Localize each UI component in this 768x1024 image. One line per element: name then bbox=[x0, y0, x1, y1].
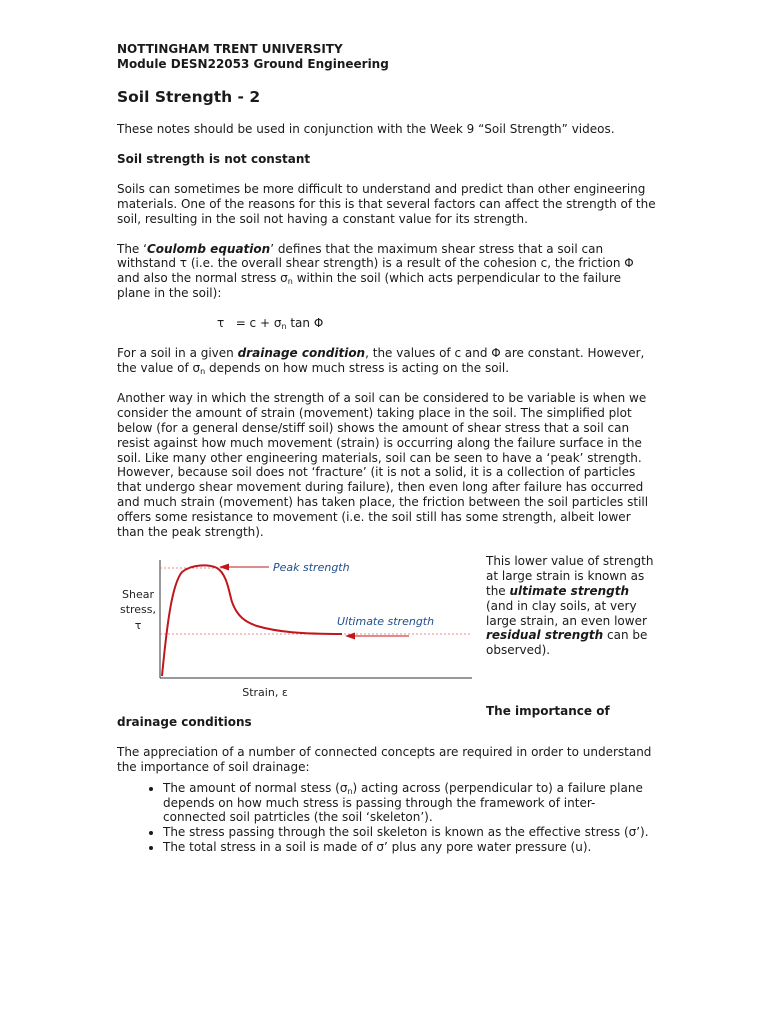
coulomb-equation: τ = $c + \sigma_n$ tan Φ bbox=[217, 316, 324, 332]
y-axis-label-1: Shear bbox=[122, 587, 154, 601]
ultimate-strength-note: This lower value of strength at large strain is known as the ultimate strength (and in clay soils, at very large strain, an even lower residual strength can be observed). bbox=[486, 553, 654, 658]
paragraph-strain: Another way in which the strength of a soil can be considered to be variable is when we consider the amount of strain (movement) taking place in the soil. The simplified plot below (for a general dense/stiff soil) shows the amount of shear stress that a soil can resist against how much movement (strain) is occurring along the failure surface in the soil. Like many other engineering materials, soil can be seen to have a ‘peak’ strength. However, because soil does not ‘fracture’ (it is not a solid, it is a collection of particles that undergo shear movement during failure), then even long after failure has occurred and much strain (movement) has taken place, the friction between the soil particles still offers some resistance to movement (i.e. the soil still has some strength, albeit lower than the peak strength). bbox=[117, 390, 649, 540]
y-axis-label-2: stress, bbox=[119, 602, 157, 616]
coulomb-term: Coulomb equation bbox=[146, 241, 271, 256]
section-heading-strength: Soil strength is not constant bbox=[117, 151, 311, 166]
ultimate-term: ultimate strength bbox=[509, 583, 630, 598]
peak-arrow-head bbox=[219, 563, 229, 570]
paragraph-soils: Soils can sometimes be more difficult to understand and predict than other engineering materials. One of the reasons for this is that several factors can affect the strength of the soil, resulting in the soil not having a constant value for its strength. bbox=[117, 181, 656, 226]
drainage-heading-part1: The importance of bbox=[486, 703, 610, 718]
stress-strain-curve bbox=[162, 565, 342, 676]
concept-list bbox=[117, 781, 657, 856]
ultimate-strength-label: Ultimate strength bbox=[337, 614, 435, 628]
peak-strength-label: Peak strength bbox=[273, 560, 350, 574]
module-name: Module DESN22053 Ground Engineering bbox=[117, 57, 389, 71]
list-item: • The total stress in a soil is made of σ’ plus any pore water pressure (u). bbox=[163, 840, 657, 855]
paragraph-coulomb: The ‘Coulomb equation’ defines that the maximum shear stress that a soil can withstand τ (i.e. the overall shear strength) is a result of the cohesion c, the friction Φ and also the normal stress $\sigma_n$ within the soil (which acts perpendicular to the failure plane in the soil): bbox=[117, 241, 634, 301]
figure-row bbox=[117, 553, 657, 718]
ultimate-arrow-head bbox=[345, 632, 355, 639]
x-axis-label: Strain, ε bbox=[242, 685, 288, 699]
drainage-heading-part2: drainage conditions bbox=[117, 714, 252, 729]
list-item: • The amount of normal stess $(\sigma_n)$ acting across (perpendicular to) a failure plane depends on how much stress is passing through the framework of inter-connected soil patrticles (the soil ‘skeleton’). bbox=[163, 781, 657, 826]
paragraph-concepts: The appreciation of a number of connected concepts are required in order to understand the importance of soil drainage: bbox=[117, 744, 652, 774]
list-item: • The stress passing through the soil skeleton is known as the effective stress (σ’). bbox=[163, 825, 657, 840]
paragraph-drainage: For a soil in a given drainage condition, the values of c and Φ are constant. However, the value of $\sigma_n$ depends on how much stress is acting on the soil. bbox=[117, 346, 645, 376]
university-name: NOTTINGHAM TRENT UNIVERSITY bbox=[117, 42, 343, 56]
y-axis-label-3: τ bbox=[134, 618, 142, 632]
drainage-term: drainage condition bbox=[237, 346, 366, 361]
stress-strain-chart bbox=[117, 554, 477, 704]
intro-paragraph: These notes should be used in conjunction with the Week 9 “Soil Strength” videos. bbox=[117, 122, 615, 136]
page-title: Soil Strength - 2 bbox=[117, 88, 261, 106]
residual-term: residual strength bbox=[486, 628, 604, 643]
document-page bbox=[117, 42, 657, 855]
